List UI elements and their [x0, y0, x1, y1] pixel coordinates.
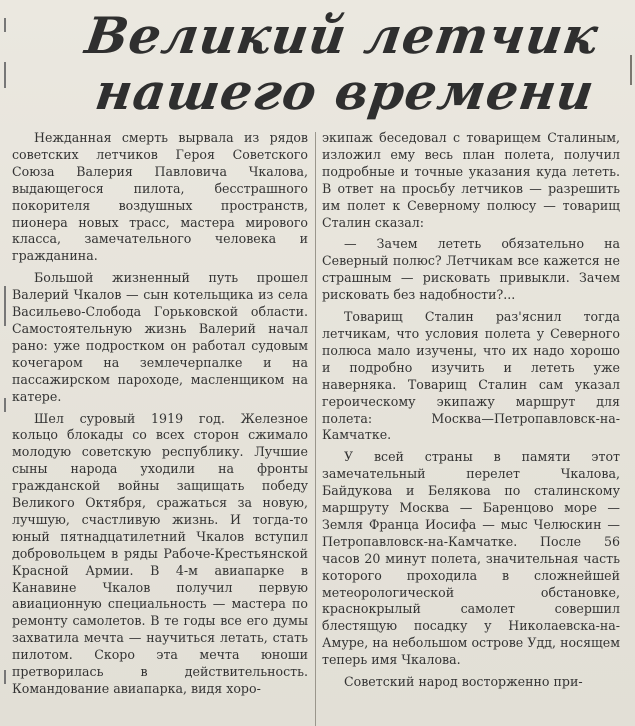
headline-line-1: Великий летчик [81, 6, 603, 65]
paragraph: Нежданная смерть вырвала из рядов советских летчиков Героя Советского Союза Валерия Павловича Чкалова, выдающегося пилота, бесстрашного покорителя воздушных пространств, пионера новых трасс, мастера мирового класса, замечательного человека и гражданина. [12, 130, 308, 264]
column-divider [315, 132, 316, 726]
margin-mark [4, 18, 6, 32]
left-column [12, 130, 308, 703]
paragraph: Товарищ Сталин раз'яснил тогда летчикам, что условия полета у Северного полюса мало изучены, что их надо хорошо и подробно изучить и лететь уже наверняка. Товарищ Сталин сам указал героическому экипажу маршрут для полета: Москва—Петропавловск-на-Камчатке. [322, 309, 620, 443]
paragraph: Большой жизненный путь прошел Валерий Чкалов — сын котельщика из села Васильево-Слобода Горьковской области. Самостоятельную жизнь Валерий начал рано: уже подростком он работал судовым кочегаром на землечерпалке и на пассажирском пароходе, масленщиком на катере. [12, 270, 308, 404]
right-column [322, 130, 620, 696]
margin-mark [4, 62, 6, 88]
paragraph: — Зачем лететь обязательно на Северный полюс? Летчикам все кажется не страшным — рисковать привыкли. Зачем рисковать без надобности?... [322, 236, 620, 303]
paragraph: экипаж беседовал с товарищем Сталиным, изложил ему весь план полета, получил подробные и точные указания куда лететь. В ответ на просьбу летчиков — разрешить им полет к Северному полюсу — товарищ Сталин сказал: [322, 130, 620, 230]
margin-mark [4, 398, 6, 412]
paragraph: Советский народ восторженно при- [344, 674, 583, 690]
headline-line-2: нашего времени [91, 62, 599, 121]
margin-mark [4, 670, 6, 684]
paragraph: У всей страны в памяти этот замечательный перелет Чкалова, Байдукова и Белякова по сталинскому маршруту Москва — Баренцово море — Земля Франца Иосифа — мыс Челюскин — Петропавловск-на-Камчатке. После 56 часов 20 минут полета, значительная часть которого проходила в сложнейшей метеорологической обстановке, краснокрылый самолет совершил блестящую посадку у Николаевска-на-Амуре, на небольшом острове Удд, носящем теперь имя Чкалова. [322, 449, 620, 668]
margin-mark [630, 55, 632, 85]
margin-mark [4, 286, 6, 326]
headline [0, 0, 635, 130]
paragraph: Шел суровый 1919 год. Железное кольцо блокады со всех сторон сжимало молодую советскую республику. Лучшие сыны народа уходили на фронты гражданской войны защищать победу Великого Октября, сражаться за новую, лучшую, счастливую жизнь. И тогда-то юный пятнадцатилетний Чкалов вступил добровольцем в ряды Рабоче-Крестьянской Красной Армии. В 4-м авиапарке в Канавине Чкалов получил первую авиационную специальность — мастера по ремонту самолетов. В те годы все его думы захватила мечта — научиться летать, стать пилотом. Скоро эта мечта юноши претворилась в действительность. Командование авиапарка, видя хоро- [12, 410, 308, 696]
